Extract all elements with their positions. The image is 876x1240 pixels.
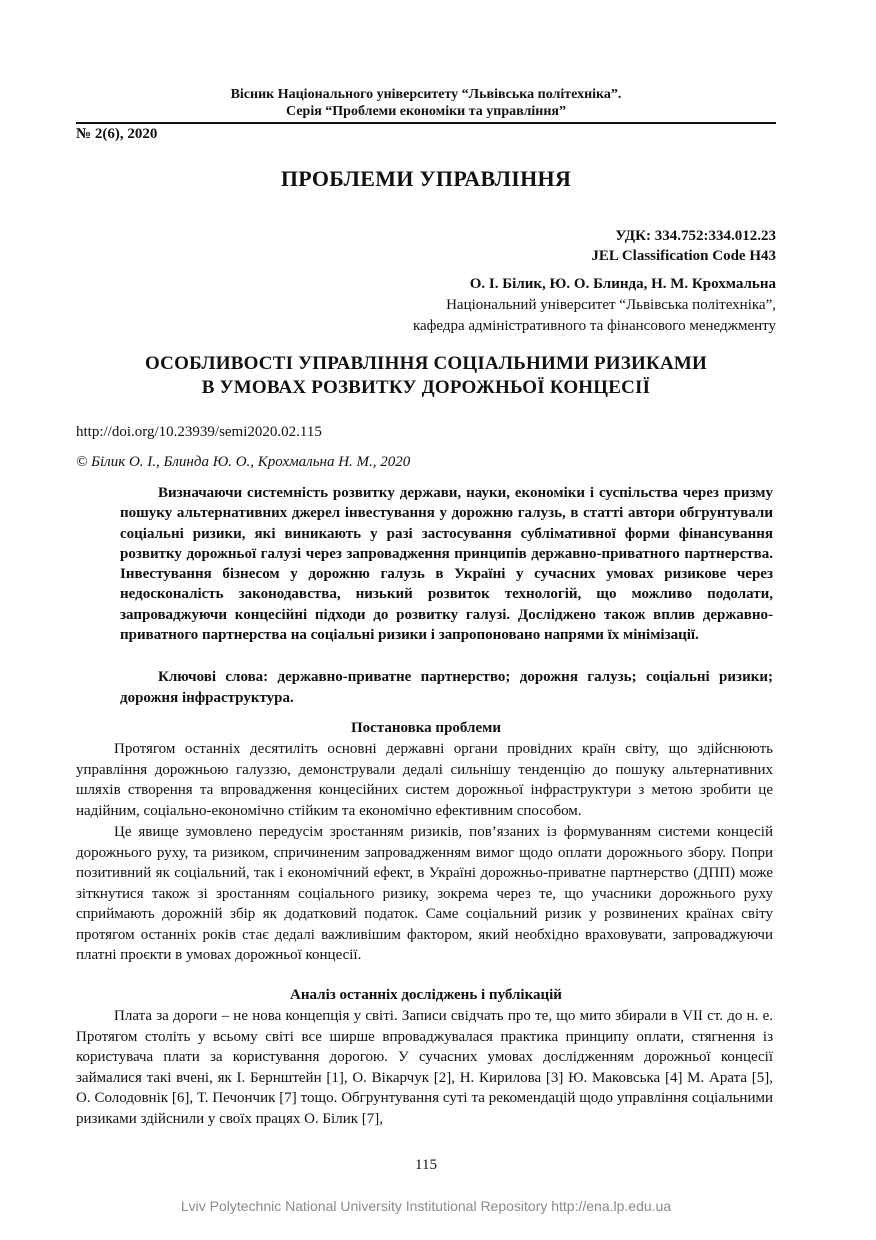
copyright-notice: © Білик О. І., Блинда Ю. О., Крохмальна Н. М., 2020 — [76, 454, 411, 470]
repository-footer: Lviv Polytechnic National University Institutional Repository http://ena.lp.edu.ua — [180, 1198, 672, 1214]
journal-name: Вісник Національного університету “Львівська політехніка”. — [230, 87, 622, 102]
abstract: Визначаючи системність розвитку держави, науки, економіки і суспільства через призму пошуку альтернативних джерел інвестування у дорожню галузь, в статті автори обгрунтували соціальні ризики, які виникають у разі застосування сублімативної форми фінансування розвитку дорожньої галузі через запровадження принципів державно-приватного партнерства. Інвестування бізнесом у дорожню галузь в Україні у сучасних умовах ризикове через недосконалість законодавства, низький розвиток технологій, що можливо подолати, запроваджуючи концесійні підходи до розвитку галузі. Досліджено також вплив державно-приватного партнерства на соціальні ризики і запропоновано напрями їх мінімізації. — [120, 485, 773, 644]
article-title-line-2: В УМОВАХ РОЗВИТКУ ДОРОЖНЬОЇ КОНЦЕСІЇ — [201, 377, 651, 398]
article-title — [76, 352, 776, 400]
page-number: 115 — [415, 1157, 437, 1173]
header-rule — [76, 122, 776, 124]
section-title: ПРОБЛЕМИ УПРАВЛІННЯ — [280, 166, 572, 191]
paragraph-problem-1: Протягом останніх десятиліть основні державні органи провідних країн світу, що здійснюють управління дорожньою галуззю, демонстрували дедалі сильнішу тенденцію до пошуку альтернативних шляхів створення та впровадження концесійних систем дорожньої інфраструктури з метою зробити це надійним, соціально-економічно стійким та економічно ефективним способом. — [76, 741, 773, 819]
paragraph-analysis-1: Плата за дороги – не нова концепція у світі. Записи свідчать про те, що мито збирали в VII ст. до н. е. Протягом століть у всьому світі все ширше впроваджувалася практика принципу оплати, стягнення із користувача плати за користування дорогою. У сучасних умовах дослідженням дорожньої концесії займалися такі вчені, як І. Бернштейн [1], О. Вікарчук [2], Н. Кирилова [3] Ю. Маковська [4] М. Арата [5], О. Солодовнік [6], Т. Печончик [7] тощо. Обгрунтування суті та рекомендацій щодо управління соціальними ризиками здійснили у своїх працях О. Білик [7], — [76, 1008, 773, 1127]
section-heading-problem: Постановка проблеми — [351, 720, 501, 736]
paragraph-problem-2: Це явище зумовлено передусім зростанням ризиків, пов’язаних із формуванням системи концесій дорожнього руху, та ризиком, спричиненим запровадженням вимог щодо оплати дорожнього збору. Попри позитивний як соціальний, так і економічний ефект, в Україні дорожньо-приватне партнерство (ДПП) може зіткнутися також зі зростанням соціального ризику, зокрема через те, що учасники дорожнього руху сприймають дорожній збір як додатковий податок. Саме соціальний ризик у розвинених країнах світу протягом останніх років стає дедалі важливішим фактором, який необхідно враховувати, запроваджуючи платні проєкти в умовах дорожньої концесії. — [76, 824, 773, 963]
udk-code: УДК: 334.752:334.012.23 — [615, 228, 776, 244]
author-affiliation-university: Національний університет “Львівська політехніка”, — [446, 297, 776, 313]
keywords: Ключові слова: державно-приватне партнерство; дорожня галузь; соціальні ризики; дорожня інфраструктура. — [120, 669, 773, 706]
journal-series: Серія “Проблеми економіки та управління” — [286, 104, 566, 119]
doi-link[interactable]: http://doi.org/10.23939/semi2020.02.115 — [76, 424, 322, 440]
section-heading-analysis: Аналіз останніх досліджень і публікацій — [290, 987, 562, 1003]
author-names: О. І. Білик, Ю. О. Блинда, Н. М. Крохмальна — [469, 276, 776, 292]
article-title-line-1: ОСОБЛИВОСТІ УПРАВЛІННЯ СОЦІАЛЬНИМИ РИЗИКАМИ — [144, 353, 708, 374]
author-affiliation-department: кафедра адміністративного та фінансового менеджменту — [412, 318, 776, 334]
jel-code: JEL Classification Code H43 — [591, 248, 776, 264]
issue-number: № 2(6), 2020 — [76, 126, 158, 142]
